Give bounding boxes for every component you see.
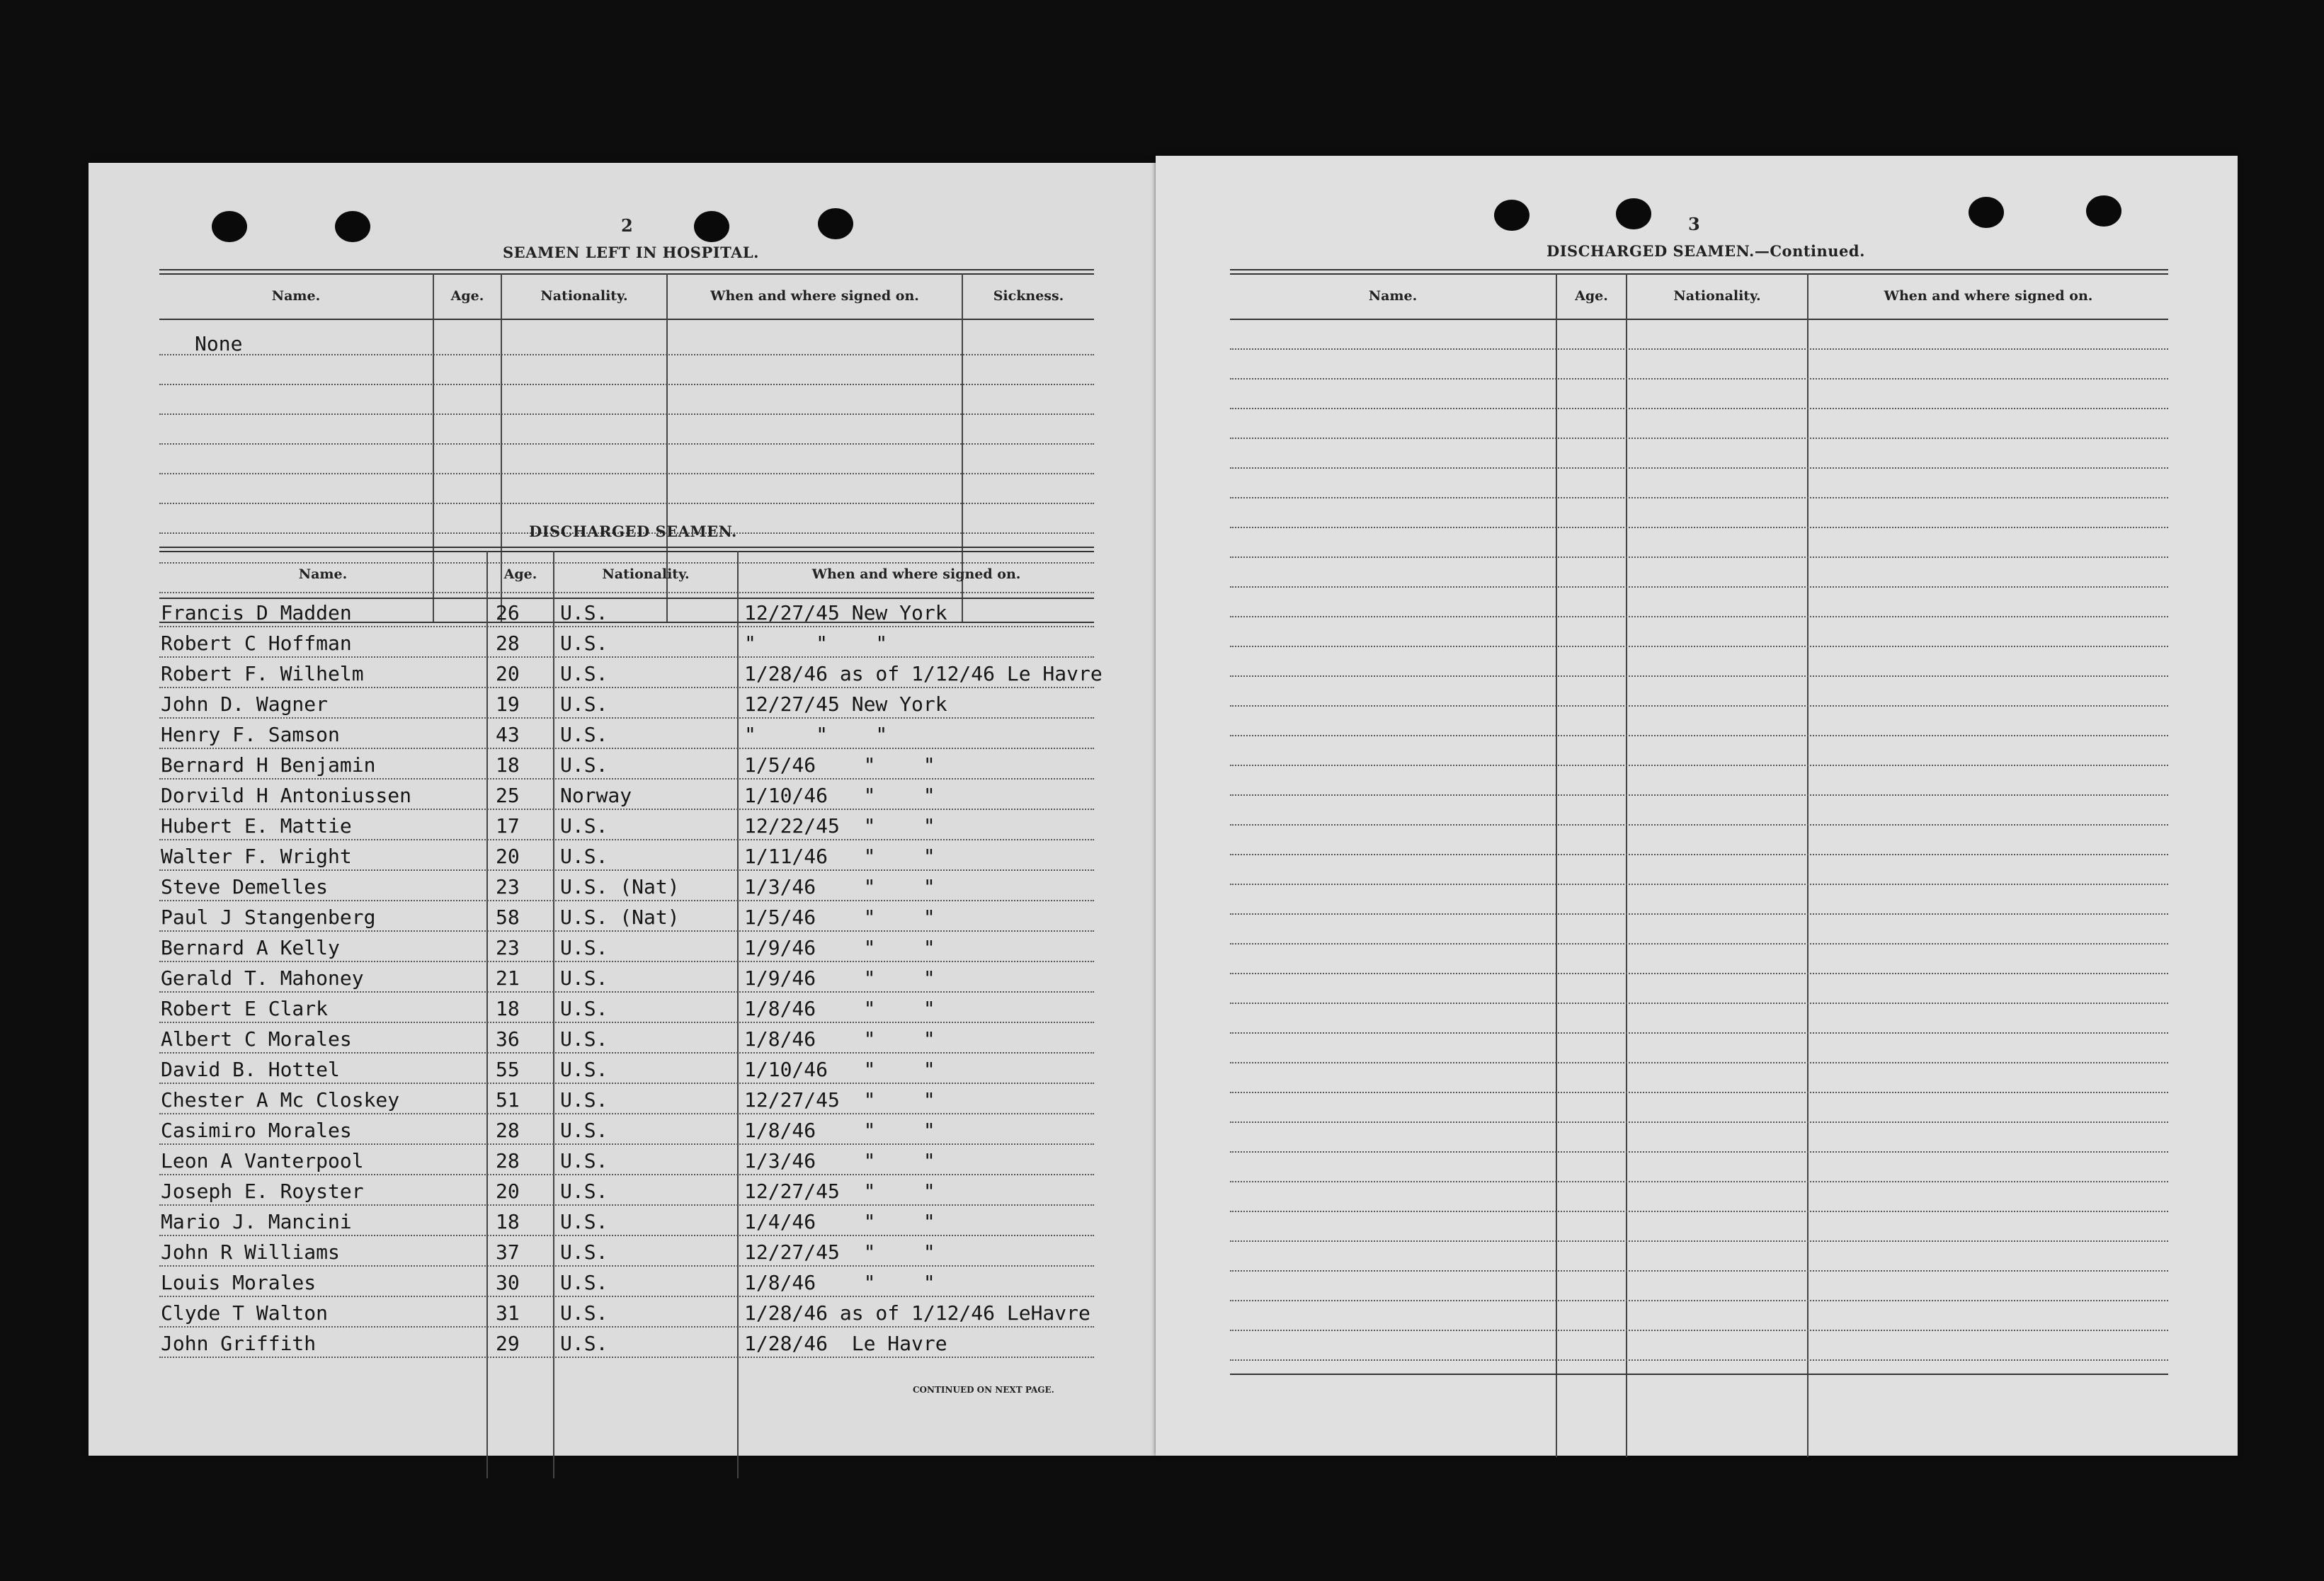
signed-on-cell: " " " xyxy=(744,632,888,655)
punch-hole xyxy=(2086,195,2121,227)
signed-on-cell: 1/9/46 " " xyxy=(744,966,935,990)
table-row xyxy=(89,692,1158,721)
punch-hole xyxy=(1616,198,1651,229)
col-age-header: Age. xyxy=(503,566,537,582)
signed-on-cell: 1/28/46 Le Havre xyxy=(744,1332,947,1355)
age-cell: 55 xyxy=(496,1058,520,1081)
continued-footnote: CONTINUED ON NEXT PAGE. xyxy=(913,1385,1054,1395)
signed-on-cell: 1/9/46 " " xyxy=(744,936,935,959)
table-row xyxy=(89,1331,1158,1361)
table-row xyxy=(89,966,1158,995)
col-nationality-header: Nationality. xyxy=(540,288,628,304)
discharged-section-title: DISCHARGED SEAMEN. xyxy=(529,523,737,540)
page-number: 3 xyxy=(1688,214,1700,234)
nationality-cell: U.S. xyxy=(560,1180,608,1203)
name-cell: John Griffith xyxy=(161,1332,317,1355)
name-cell: Walter F. Wright xyxy=(161,845,352,868)
punch-hole xyxy=(694,211,729,242)
table-row xyxy=(89,1027,1158,1056)
right-page xyxy=(1156,156,2238,1456)
nationality-cell: U.S. xyxy=(560,1240,608,1264)
signed-on-cell: 12/27/45 New York xyxy=(744,601,947,624)
nationality-cell: U.S. xyxy=(560,1301,608,1325)
name-cell: Robert C Hoffman xyxy=(161,632,352,655)
signed-on-cell: 12/27/45 " " xyxy=(744,1240,935,1264)
col-age-header: Age. xyxy=(450,288,484,304)
table-row xyxy=(89,753,1158,782)
nationality-cell: U.S. (Nat) xyxy=(560,906,680,929)
signed-on-cell: " " " xyxy=(744,723,888,746)
age-cell: 28 xyxy=(496,632,520,655)
name-cell: Robert E Clark xyxy=(161,997,329,1020)
signed-on-cell: 12/27/45 " " xyxy=(744,1088,935,1112)
col-name-header: Name. xyxy=(298,566,348,582)
name-cell: Francis D Madden xyxy=(161,601,352,624)
age-cell: 20 xyxy=(496,1180,520,1203)
age-cell: 20 xyxy=(496,845,520,868)
age-cell: 19 xyxy=(496,692,520,716)
signed-on-cell: 1/8/46 " " xyxy=(744,1271,935,1294)
table-row xyxy=(89,935,1158,965)
age-cell: 29 xyxy=(496,1332,520,1355)
age-cell: 23 xyxy=(496,875,520,898)
age-cell: 20 xyxy=(496,662,520,685)
nationality-cell: U.S. xyxy=(560,1088,608,1112)
table-row xyxy=(89,1179,1158,1209)
signed-on-cell: 12/27/45 " " xyxy=(744,1180,935,1203)
name-cell: Leon A Vanterpool xyxy=(161,1149,364,1172)
nationality-cell: U.S. xyxy=(560,632,608,655)
name-cell: Gerald T. Mahoney xyxy=(161,966,364,990)
nationality-cell: U.S. xyxy=(560,662,608,685)
nationality-cell: U.S. xyxy=(560,1119,608,1142)
nationality-cell: U.S. xyxy=(560,692,608,716)
table-row xyxy=(89,600,1158,630)
table-row xyxy=(89,996,1158,1026)
col-age-header: Age. xyxy=(1575,288,1608,304)
signed-on-cell: 1/10/46 " " xyxy=(744,1058,935,1081)
table-row xyxy=(89,722,1158,752)
col-signed-on-header: When and where signed on. xyxy=(1884,288,2093,304)
table-row xyxy=(89,1088,1158,1117)
punch-hole xyxy=(1969,197,2004,228)
age-cell: 21 xyxy=(496,966,520,990)
age-cell: 51 xyxy=(496,1088,520,1112)
name-cell: Joseph E. Royster xyxy=(161,1180,364,1203)
col-signed-on-header: When and where signed on. xyxy=(811,566,1021,582)
table-row xyxy=(89,1240,1158,1269)
signed-on-cell: 1/8/46 " " xyxy=(744,1119,935,1142)
age-cell: 58 xyxy=(496,906,520,929)
signed-on-cell: 1/3/46 " " xyxy=(744,1149,935,1172)
name-cell: Bernard H Benjamin xyxy=(161,753,376,777)
table-row xyxy=(89,1209,1158,1239)
punch-hole xyxy=(1494,200,1530,231)
punch-hole xyxy=(335,211,370,242)
table-row xyxy=(89,783,1158,813)
name-cell: Robert F. Wilhelm xyxy=(161,662,364,685)
signed-on-cell: 1/8/46 " " xyxy=(744,997,935,1020)
signed-on-cell: 1/11/46 " " xyxy=(744,845,935,868)
age-cell: 28 xyxy=(496,1119,520,1142)
col-nationality-header: Nationality. xyxy=(602,566,690,582)
nationality-cell: U.S. xyxy=(560,1210,608,1233)
table-row xyxy=(89,1270,1158,1300)
name-cell: Henry F. Samson xyxy=(161,723,340,746)
nationality-cell: U.S. xyxy=(560,1149,608,1172)
punch-hole xyxy=(818,208,853,239)
left-page xyxy=(89,163,1158,1456)
hospital-section-title: SEAMEN LEFT IN HOSPITAL. xyxy=(503,244,759,261)
col-name-header: Name. xyxy=(271,288,321,304)
nationality-cell: U.S. xyxy=(560,845,608,868)
name-cell: Steve Demelles xyxy=(161,875,329,898)
age-cell: 31 xyxy=(496,1301,520,1325)
nationality-cell: U.S. xyxy=(560,966,608,990)
signed-on-cell: 1/28/46 as of 1/12/46 LeHavre xyxy=(744,1301,1090,1325)
signed-on-cell: 1/5/46 " " xyxy=(744,753,935,777)
table-row xyxy=(89,1118,1158,1148)
age-cell: 28 xyxy=(496,1149,520,1172)
page-number: 2 xyxy=(621,215,633,236)
nationality-cell: U.S. xyxy=(560,601,608,624)
name-cell: Casimiro Morales xyxy=(161,1119,352,1142)
age-cell: 17 xyxy=(496,814,520,838)
col-sickness-header: Sickness. xyxy=(993,288,1064,304)
name-cell: John R Williams xyxy=(161,1240,340,1264)
age-cell: 43 xyxy=(496,723,520,746)
name-cell: Louis Morales xyxy=(161,1271,317,1294)
name-cell: Dorvild H Antoniussen xyxy=(161,784,412,807)
nationality-cell: U.S. xyxy=(560,997,608,1020)
table-row xyxy=(89,874,1158,904)
age-cell: 30 xyxy=(496,1271,520,1294)
col-name-header: Name. xyxy=(1368,288,1418,304)
name-cell: Chester A Mc Closkey xyxy=(161,1088,400,1112)
table-row xyxy=(89,905,1158,935)
age-cell: 36 xyxy=(496,1027,520,1051)
table-row xyxy=(89,814,1158,843)
age-cell: 18 xyxy=(496,753,520,777)
nationality-cell: U.S. xyxy=(560,1271,608,1294)
signed-on-cell: 1/4/46 " " xyxy=(744,1210,935,1233)
table-row xyxy=(89,631,1158,661)
col-nationality-header: Nationality. xyxy=(1673,288,1761,304)
name-cell: John D. Wagner xyxy=(161,692,329,716)
signed-on-cell: 1/10/46 " " xyxy=(744,784,935,807)
nationality-cell: U.S. xyxy=(560,936,608,959)
nationality-cell: U.S. xyxy=(560,753,608,777)
signed-on-cell: 1/5/46 " " xyxy=(744,906,935,929)
name-cell: Mario J. Mancini xyxy=(161,1210,352,1233)
age-cell: 18 xyxy=(496,997,520,1020)
table-row xyxy=(89,844,1158,874)
nationality-cell: U.S. xyxy=(560,814,608,838)
name-cell: Albert C Morales xyxy=(161,1027,352,1051)
col-signed-on-header: When and where signed on. xyxy=(710,288,919,304)
table-row xyxy=(89,1148,1158,1178)
signed-on-cell: 1/8/46 " " xyxy=(744,1027,935,1051)
nationality-cell: U.S. xyxy=(560,723,608,746)
age-cell: 23 xyxy=(496,936,520,959)
signed-on-cell: 1/3/46 " " xyxy=(744,875,935,898)
continued-section-title: DISCHARGED SEAMEN.—Continued. xyxy=(1547,242,1865,260)
nationality-cell: U.S. xyxy=(560,1332,608,1355)
table-row xyxy=(89,661,1158,691)
nationality-cell: Norway xyxy=(560,784,632,807)
nationality-cell: U.S. (Nat) xyxy=(560,875,680,898)
name-cell: Paul J Stangenberg xyxy=(161,906,376,929)
punch-hole xyxy=(212,211,247,242)
name-cell: Bernard A Kelly xyxy=(161,936,340,959)
signed-on-cell: 1/28/46 as of 1/12/46 Le Havre xyxy=(744,662,1103,685)
name-cell: Clyde T Walton xyxy=(161,1301,329,1325)
age-cell: 26 xyxy=(496,601,520,624)
age-cell: 37 xyxy=(496,1240,520,1264)
nationality-cell: U.S. xyxy=(560,1058,608,1081)
table-row xyxy=(89,1057,1158,1087)
name-cell: Hubert E. Mattie xyxy=(161,814,352,838)
age-cell: 18 xyxy=(496,1210,520,1233)
signed-on-cell: 12/22/45 " " xyxy=(744,814,935,838)
name-cell: David B. Hottel xyxy=(161,1058,340,1081)
signed-on-cell: 12/27/45 New York xyxy=(744,692,947,716)
age-cell: 25 xyxy=(496,784,520,807)
nationality-cell: U.S. xyxy=(560,1027,608,1051)
hospital-entry: None xyxy=(195,332,243,355)
table-row xyxy=(89,1301,1158,1330)
